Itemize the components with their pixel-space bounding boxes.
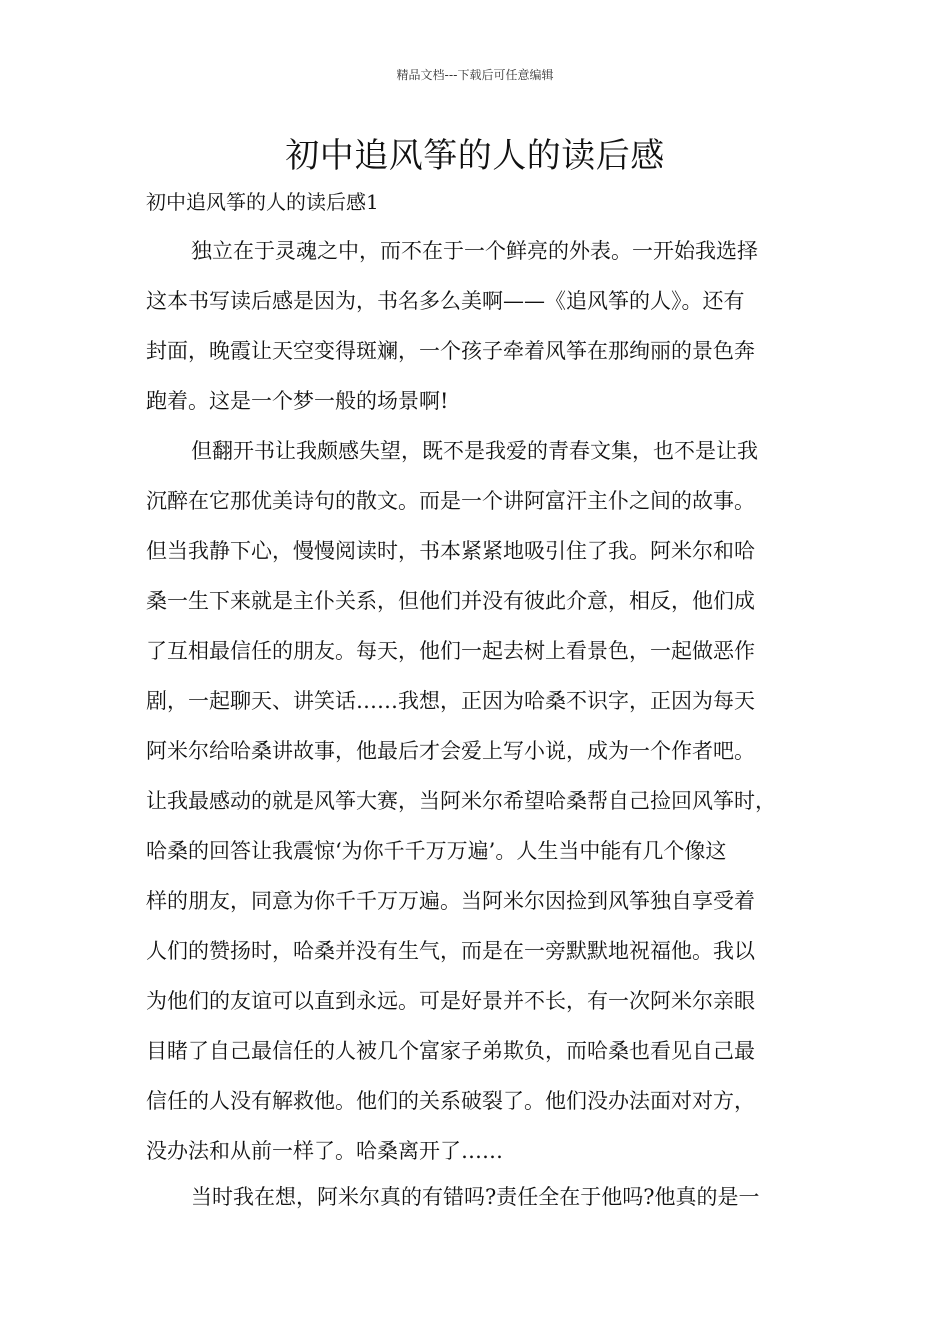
paragraph-line: 哈桑的回答让我震惊‘为你千千万万遍’。人生当中能有几个像这: [146, 839, 727, 863]
paragraph-line: 但当我静下心，慢慢阅读时，书本紧紧地吸引住了我。阿米尔和哈: [146, 539, 755, 563]
paragraph-line: 但翻开书让我颇感失望，既不是我爱的青春文集，也不是让我: [191, 439, 758, 463]
paragraph-line: 这本书写读后感是因为，书名多么美啊——《追风筝的人》。还有: [146, 289, 745, 313]
paragraph-line: 样的朋友，同意为你千千万万遍。当阿米尔因捡到风筝独自享受着: [146, 889, 755, 913]
paragraph-line: 沉醉在它那优美诗句的散文。而是一个讲阿富汗主仆之间的故事。: [146, 489, 755, 513]
paragraph-line: 封面，晚霞让天空变得斑斓，一个孩子牵着风筝在那绚丽的景色奔: [146, 339, 755, 363]
paragraph-line: 目睹了自己最信任的人被几个富家子弟欺负，而哈桑也看见自己最: [146, 1039, 755, 1063]
section-subheading: 初中追风筝的人的读后感1: [146, 190, 379, 214]
paragraph-line: 让我最感动的就是风筝大赛，当阿米尔希望哈桑帮自己捡回风筝时，: [146, 789, 776, 813]
paragraph-line: 信任的人没有解救他。他们的关系破裂了。他们没办法面对对方，: [146, 1089, 755, 1113]
paragraph-line: 阿米尔给哈桑讲故事，他最后才会爱上写小说，成为一个作者吧。: [146, 739, 755, 763]
paragraph-line: 人们的赞扬时，哈桑并没有生气，而是在一旁默默地祝福他。我以: [146, 939, 755, 963]
paragraph-line: 为他们的友谊可以直到永远。可是好景并不长，有一次阿米尔亲眼: [146, 989, 755, 1013]
paragraph-line: 剧，一起聊天、讲笑话……我想，正因为哈桑不识字，正因为每天: [146, 689, 755, 713]
header-note: 精品文档---下载后可任意编辑: [396, 68, 554, 82]
paragraph-line: 没办法和从前一样了。哈桑离开了……: [146, 1139, 503, 1163]
paragraph-line: 跑着。这是一个梦一般的场景啊!: [146, 389, 449, 413]
paragraph-line: 桑一生下来就是主仆关系，但他们并没有彼此介意，相反，他们成: [146, 589, 755, 613]
paragraph-line: 当时我在想，阿米尔真的有错吗?责任全在于他吗?他真的是一: [191, 1185, 760, 1209]
paragraph-2: [146, 436, 826, 1186]
paragraph-1: [146, 236, 826, 436]
paragraph-line: 了互相最信任的朋友。每天，他们一起去树上看景色，一起做恶作: [146, 639, 755, 663]
paragraph-line: 独立在于灵魂之中，而不在于一个鲜亮的外表。一开始我选择: [191, 239, 758, 263]
document-title: 初中追风筝的人的读后感: [285, 136, 665, 176]
paragraph-3: [146, 1182, 826, 1232]
